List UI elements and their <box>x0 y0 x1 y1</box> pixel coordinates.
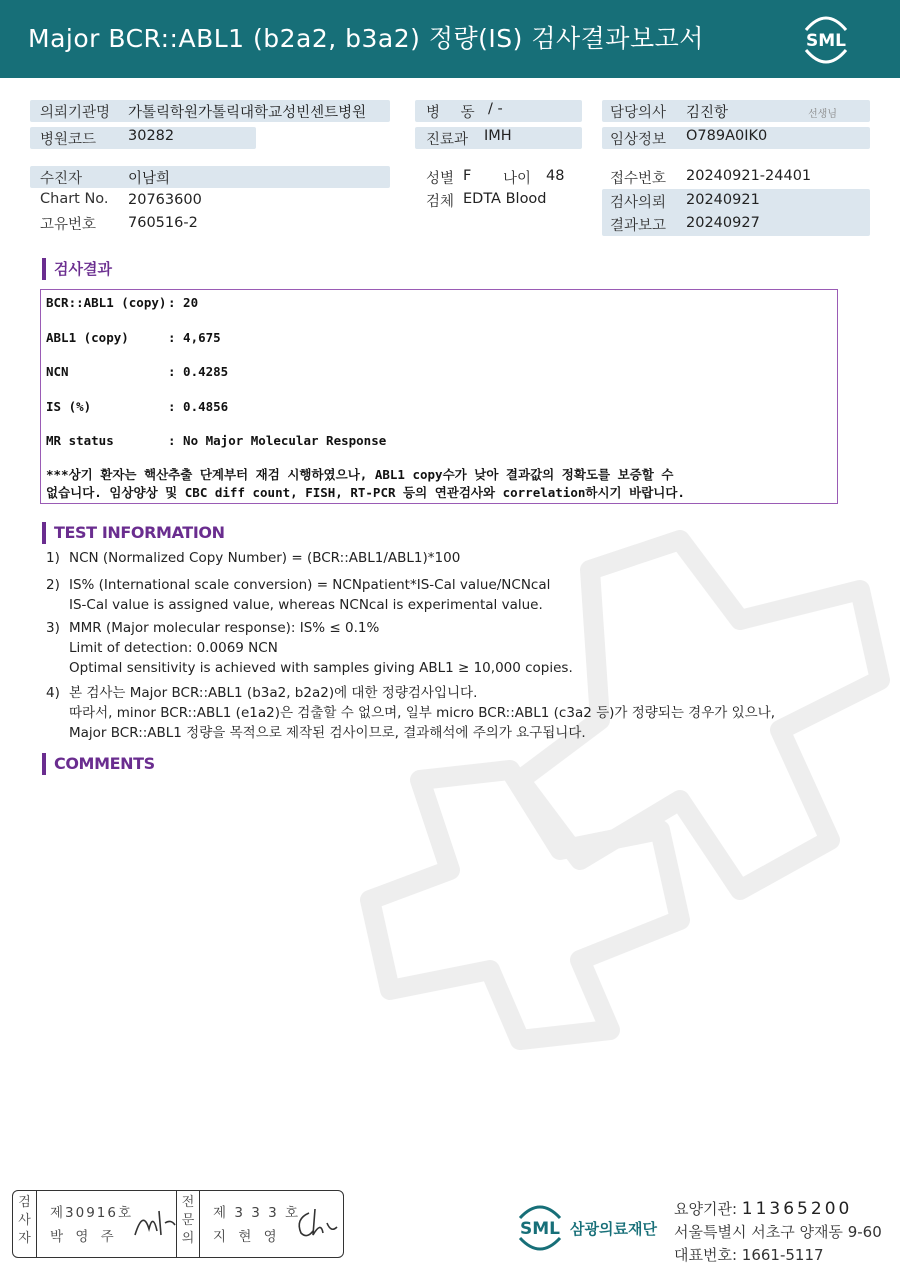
sex-value: F <box>463 168 472 184</box>
specialist-no: 제 3 3 3 호 <box>213 1205 301 1221</box>
signature-box <box>12 1190 344 1258</box>
institution-value: 가톨릭학원가톨릭대학교성빈센트병원 <box>128 105 367 121</box>
phone: 대표번호: 1661-5117 <box>674 1246 824 1264</box>
doctor-label: 담당의사 <box>610 105 667 121</box>
hospital-code-label: 병원코드 <box>40 132 97 148</box>
examiner-side-label: 검사자 <box>13 1191 37 1257</box>
chart-label: Chart No. <box>40 191 109 207</box>
address: 서울특별시 서초구 양재동 9-60 <box>674 1223 882 1241</box>
report-value: 20240927 <box>686 215 760 231</box>
brand-name: 삼광의료재단 <box>570 1220 657 1238</box>
ward-value: / - <box>488 101 503 117</box>
comments-title: COMMENTS <box>42 753 155 775</box>
result-row-mr: MR status : No Major Molecular Response <box>46 433 387 448</box>
id-value: 760516-2 <box>128 215 198 231</box>
patient-value: 이남희 <box>128 171 171 187</box>
doctor-value: 김진항 <box>686 105 729 121</box>
receipt-label: 접수번호 <box>610 171 667 187</box>
sml-brand-logo-icon <box>512 1200 568 1256</box>
results-box <box>40 289 838 504</box>
dept-label: 진료과 <box>426 132 469 148</box>
report-label: 결과보고 <box>610 218 667 234</box>
specimen-value: EDTA Blood <box>463 191 547 207</box>
sml-logo-text: SML <box>806 31 846 51</box>
watermark-icon <box>360 530 900 1050</box>
report-title: Major BCR::ABL1 (b2a2, b3a2) 정량(IS) 검사결과보고서 <box>28 24 704 53</box>
care-institution: 요양기관: 11365200 <box>674 1199 853 1219</box>
result-row-ncn: NCN : 0.4285 <box>46 364 229 379</box>
test-info-item-3: 3) MMR (Major molecular response): IS% ≤ 0.1% Limit of detection: 0.0069 NCN Optimal sensitivity is achieved with samples giving ABL1 ≥ 10,000 copies. <box>46 620 573 676</box>
specimen-label: 검체 <box>426 194 455 210</box>
examiner-no: 제30916호 <box>50 1205 134 1221</box>
hospital-code-value: 30282 <box>128 128 175 144</box>
clinical-label: 임상정보 <box>610 132 667 148</box>
age-label: 나이 <box>503 171 532 187</box>
clinical-value: O789A0IK0 <box>686 128 768 144</box>
patient-row <box>30 166 390 188</box>
chart-value: 20763600 <box>128 192 202 208</box>
test-info-title: TEST INFORMATION <box>42 522 225 544</box>
report-header <box>0 0 900 78</box>
result-row-abl: ABL1 (copy) : 4,675 <box>46 330 221 345</box>
institution-label: 의뢰기관명 <box>40 105 111 121</box>
receipt-value: 20240921-24401 <box>686 168 812 184</box>
test-info-item-4: 4) 본 검사는 Major BCR::ABL1 (b3a2, b2a2)에 대한 정량검사입니다. 따라서, minor BCR::ABL1 (e1a2)은 검출할 수 없으며, 일부 micro BCR::ABL1 (c3a2 등)가 정량되는 경우가 있으나, Major BCR::ABL1 정량을 목적으로 제작된 검사이므로, 결과해석에 주의가 요구됩니다. <box>46 685 776 741</box>
patient-label: 수진자 <box>40 171 83 187</box>
ward-label: 병 동 <box>426 105 483 121</box>
specialist-name: 지 현 영 <box>213 1229 281 1245</box>
result-note: ***상기 환자는 핵산추출 단계부터 재검 시행하였으나, ABL1 copy수가 낮아 결과값의 정확도를 보증할 수 없습니다. 임상양상 및 CBC diff count, FISH, RT-PCR 등의 연관검사와 correlation하시기 바랍니다. <box>46 467 685 500</box>
dept-value: IMH <box>484 128 512 144</box>
examiner-name: 박 영 주 <box>50 1229 118 1245</box>
doctor-suffix: 선생님 <box>808 109 837 120</box>
test-info-item-2: 2) IS% (International scale conversion) = NCNpatient*IS-Cal value/NCNcal IS-Cal value is assigned value, whereas NCNcal is experimental value. <box>46 577 551 613</box>
results-title: 검사결과 <box>42 258 112 280</box>
request-value: 20240921 <box>686 192 760 208</box>
age-value: 48 <box>546 168 565 184</box>
test-info-item-1: 1) NCN (Normalized Copy Number) = (BCR::ABL1/ABL1)*100 <box>46 550 461 566</box>
request-label: 검사의뢰 <box>610 195 667 211</box>
sml-logo-icon <box>796 12 856 66</box>
result-row-is: IS (%) : 0.4856 <box>46 399 229 414</box>
id-label: 고유번호 <box>40 217 97 233</box>
sml-brand-logo-text: SML <box>520 1219 560 1239</box>
result-row-bcr: BCR::ABL1 (copy) : 20 <box>46 295 199 310</box>
examiner-signature-icon <box>131 1205 177 1241</box>
sex-label: 성별 <box>426 171 455 187</box>
specialist-signature-icon <box>293 1205 339 1241</box>
specialist-side-label: 전문의 <box>176 1191 200 1257</box>
